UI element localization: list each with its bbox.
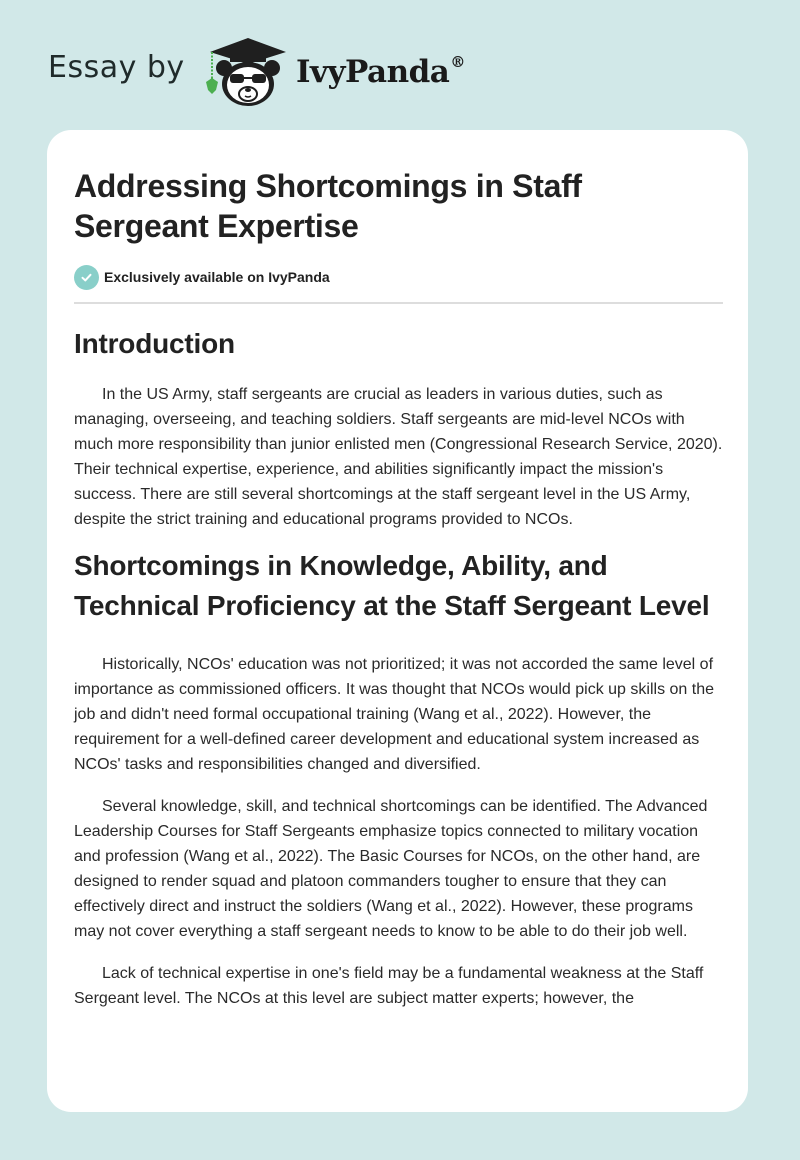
section-heading-shortcomings: Shortcomings in Knowledge, Ability, and Technical Proficiency at the Staff Sergeant Level — [74, 550, 710, 621]
paragraph: In the US Army, staff sergeants are crucial as leaders in various duties, such as managing, overseeing, and teaching soldiers. Staff sergeants are mid-level NCOs with much more responsibility than junior enlisted men (Congressional Research Service, 2020). Their technical expertise, experience, and abilities significantly impact the mission's success. There are still several shortcomings at the staff sergeant level in the US Army, despite the strict training and educational programs provided to NCOs. — [74, 386, 723, 528]
site-header — [0, 0, 800, 130]
article-content — [74, 130, 723, 1011]
exclusive-badge — [74, 264, 723, 290]
check-circle-icon — [74, 265, 99, 290]
panda-graduate-logo-icon[interactable] — [200, 34, 292, 108]
article-title: Addressing Shortcomings in Staff Sergeant Expertise — [74, 168, 582, 244]
registered-mark: ® — [450, 52, 465, 71]
paragraph: Several knowledge, skill, and technical shortcomings can be identified. The Advanced Leadership Courses for Staff Sergeants emphasize topics connected to military vocation and profession (Wang et al., 2022). The Basic Courses for NCOs, on the other hand, are designed to render squad and platoon commanders tougher to ensure that they can effectively direct and instruct the soldiers (Wang et al., 2022). However, these programs may not cover everything a staff sergeant needs to know to be able to do their job well. — [74, 798, 708, 940]
paragraph: Historically, NCOs' education was not prioritized; it was not accorded the same level of importance as commissioned officers. It was thought that NCOs would pick up skills on the job and didn't need formal occupational training (Wang et al., 2022). However, the requirement for a well-defined career development and educational system increased as NCOs' tasks and responsibilities changed and diversified. — [74, 656, 714, 773]
article-card — [47, 130, 748, 1112]
divider — [74, 302, 723, 304]
exclusive-label: Exclusively available on IvyPanda — [104, 269, 330, 285]
paragraph: Lack of technical expertise in one's field may be a fundamental weakness at the Staff Sergeant level. The NCOs at this level are subject matter experts; however, the — [74, 965, 704, 1007]
brand-prefix: Essay by — [48, 50, 185, 85]
brand-name[interactable]: IvyPanda® — [296, 52, 465, 90]
section-heading-introduction: Introduction — [74, 328, 235, 359]
